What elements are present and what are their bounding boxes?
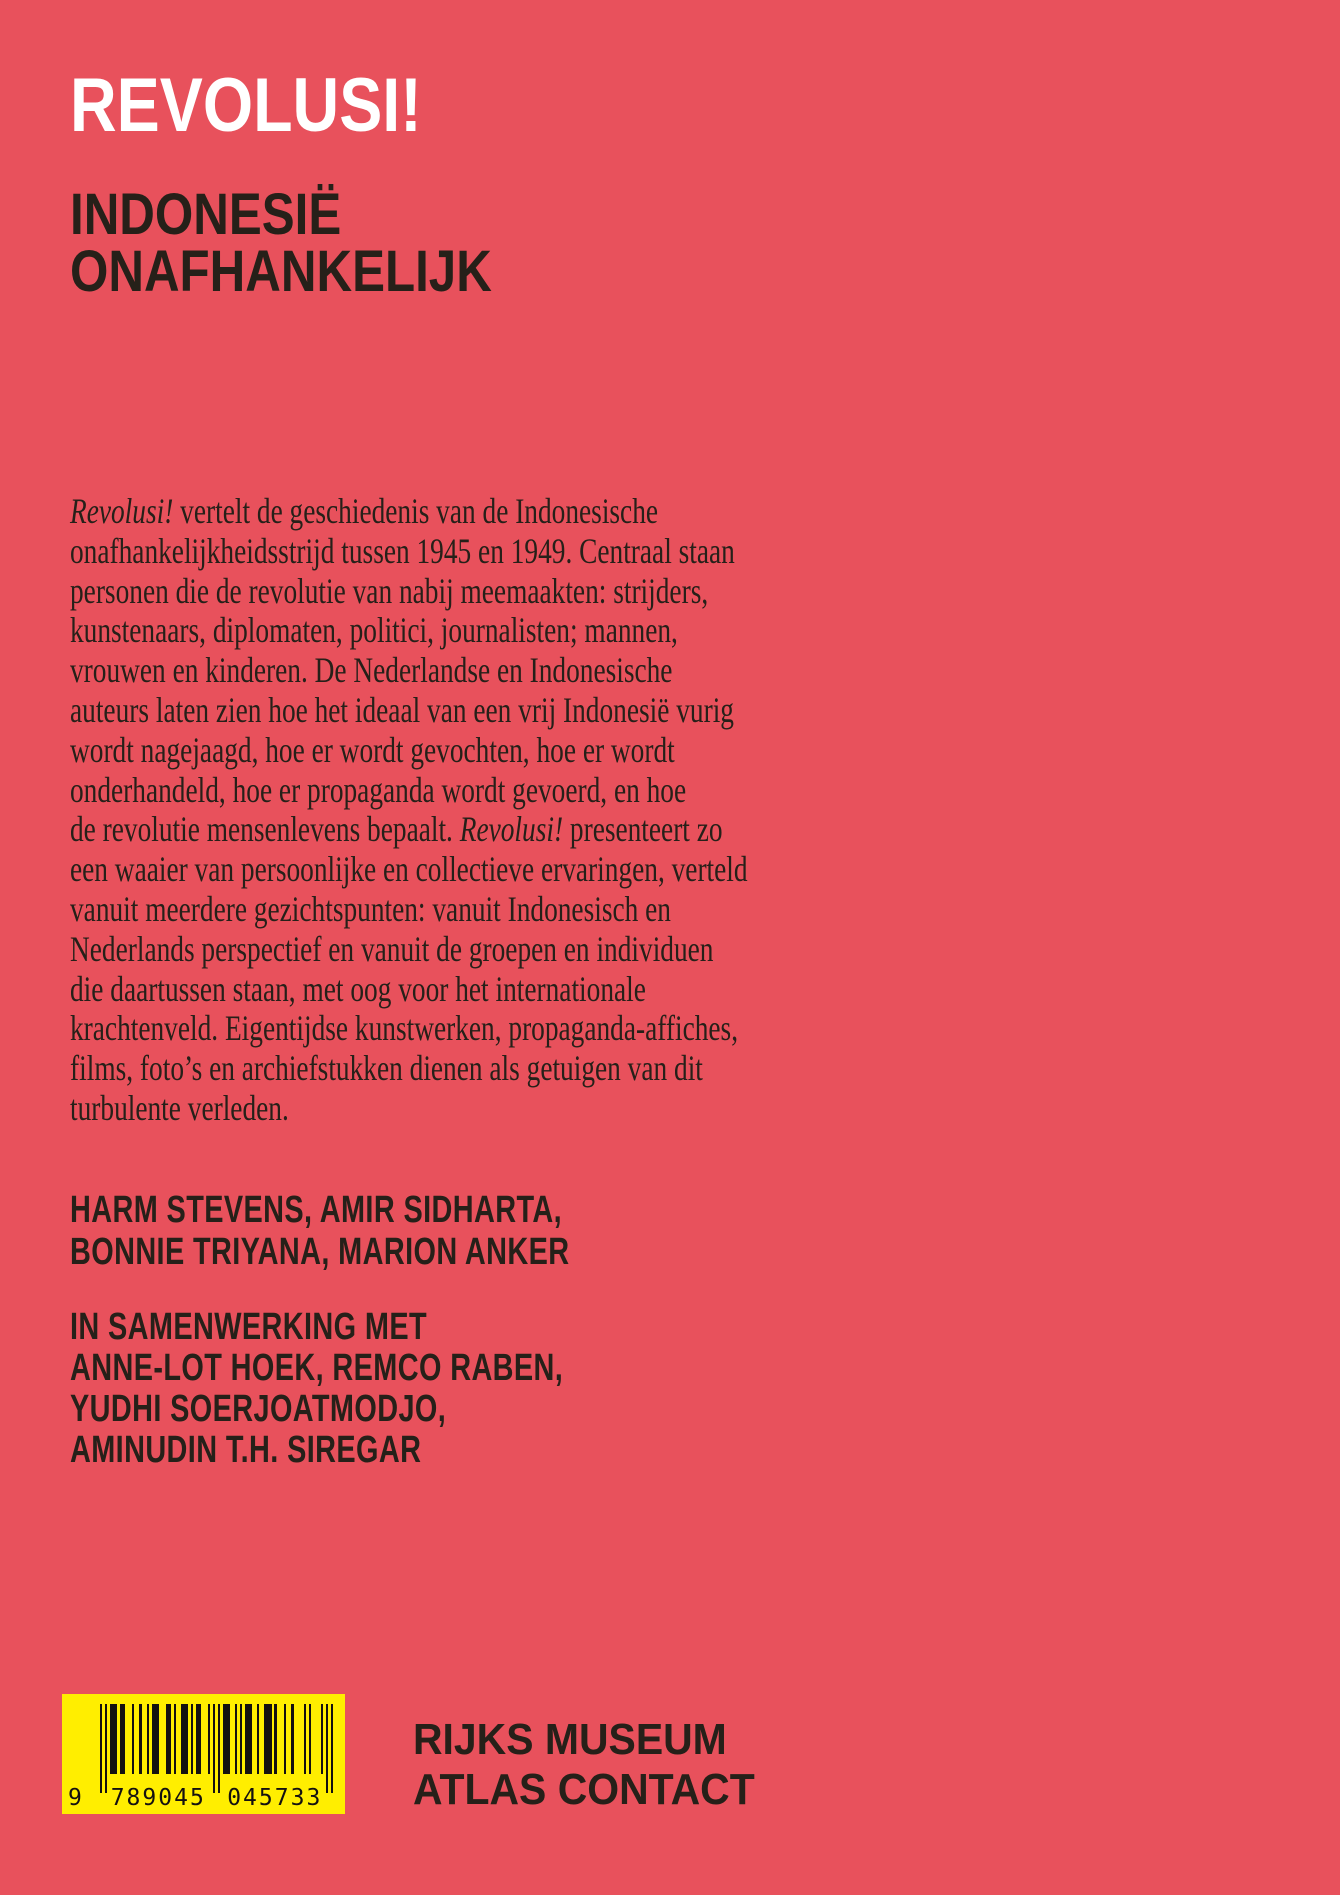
publisher-names: RIJKS MUSEUM ATLAS CONTACT [413, 1715, 755, 1814]
isbn-digit-group-2: 045733 [227, 1785, 323, 1811]
book-subtitle: INDONESIË ONAFHANKELIJK [70, 182, 492, 304]
blurb-paragraph: Revolusi! vertelt de geschiedenis van de Indonesische onafhankelijkheidsstrijd tussen 1945 en 1949. Centraal staan personen die de revolutie van nabij meemaakten: strijders, kunstenaars, diplomaten, politici, journalisten; mannen, vrouwen en kinderen. De Nederlandse en Indonesische auteurs laten zien hoe het ideaal van een vrij Indonesië vurig wordt nagejaagd, hoe er wordt gevochten, hoe er wordt onderhandeld, hoe er propaganda wordt gevoerd, en hoe de revolutie mensenlevens bepaalt. Revolusi! presenteert zo een waaier van persoonlijke en collectieve ervaringen, verteld vanuit meerdere gezichtspunten: vanuit Indonesisch en Nederlands perspectief en vanuit de groepen en individuen die daartussen staan, met oog voor het internationale krachtenveld. Eigentijdse kunstwerken, propaganda-affiches, films, foto’s en archiefstukken dienen als getuigen van dit turbulente verleden. [70, 491, 748, 1128]
isbn-barcode [62, 1694, 345, 1814]
isbn-digit-group-1: 789045 [110, 1785, 206, 1811]
book-title: REVOLUSI! [70, 63, 422, 148]
authors-list: HARM STEVENS, AMIR SIDHARTA, BONNIE TRIYANA, MARION ANKER [70, 1189, 570, 1273]
isbn-number [68, 1785, 333, 1811]
barcode-bars [100, 1704, 333, 1774]
collaborators-list: IN SAMENWERKING MET ANNE-LOT HOEK, REMCO RABEN, YUDHI SOERJOATMODJO, AMINUDIN T.H. SIREGAR [70, 1306, 564, 1471]
isbn-digit-lead: 9 [68, 1785, 82, 1811]
